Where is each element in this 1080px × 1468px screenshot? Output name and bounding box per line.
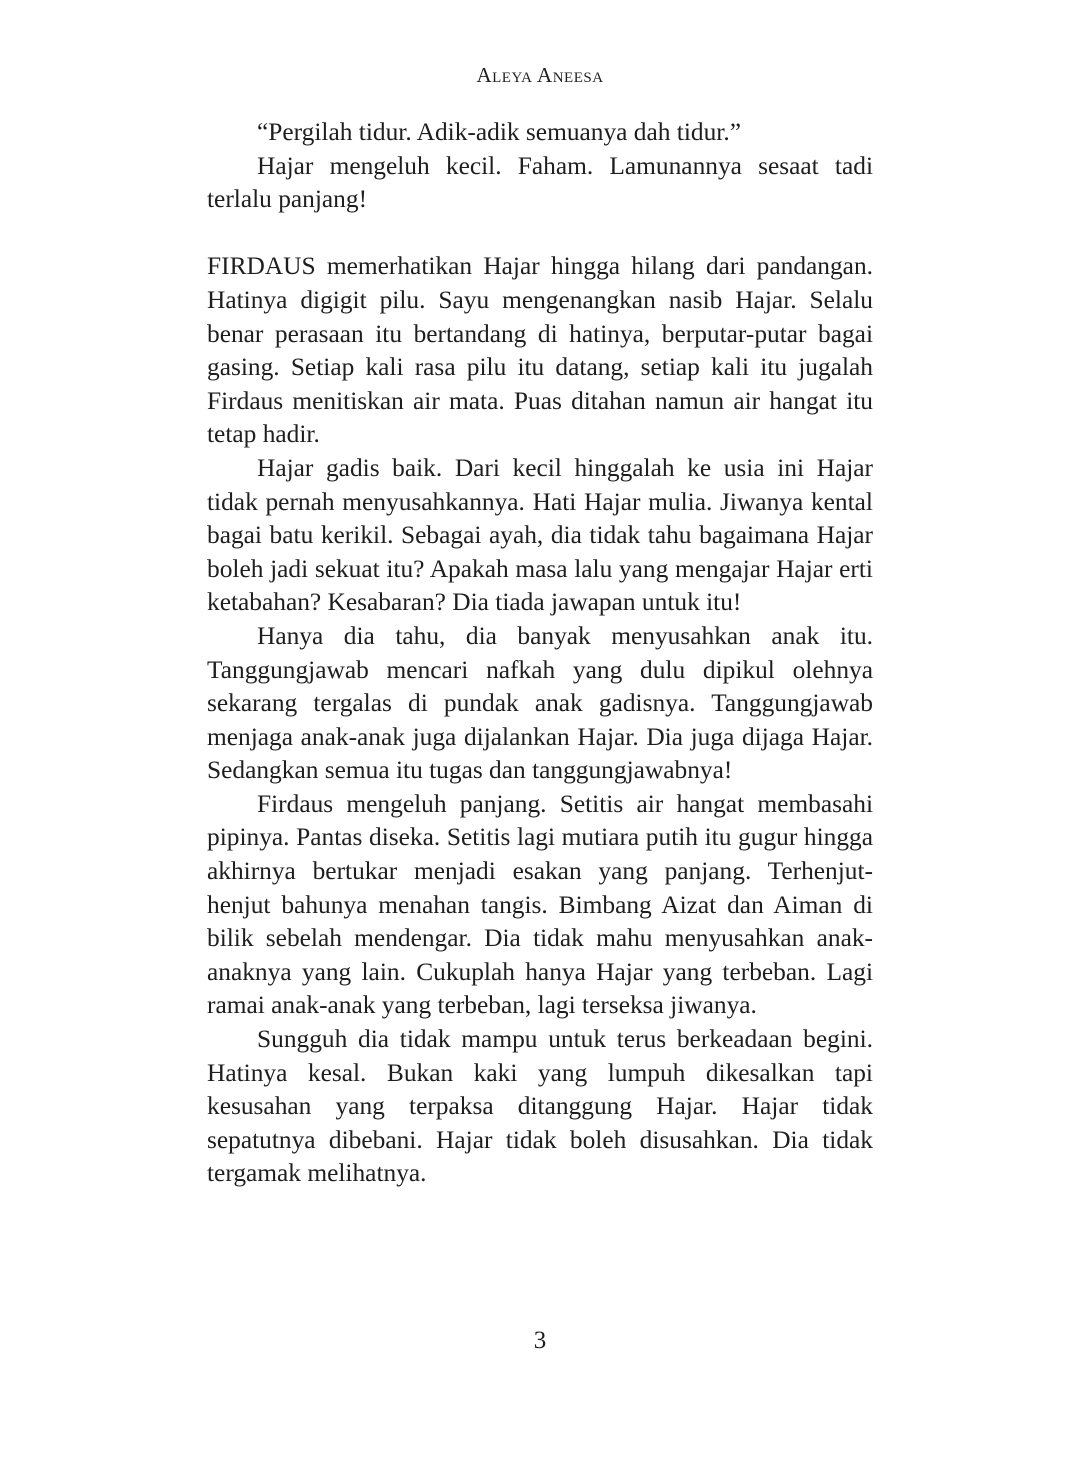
paragraph: Hajar mengeluh kecil. Faham. Lamunannya sesaat tadi terlalu panjang!: [207, 151, 873, 214]
body-text: [207, 116, 873, 1191]
paragraph: Firdaus mengeluh panjang. Setitis air hangat membasahi pipinya. Pantas diseka. Setitis lagi mutiara putih itu gugur hingga akhirnya bertukar menjadi esakan yang panjang. Terhenjut-henjut bahunya menahan tangis. Bimbang Aizat dan Aiman di bilik sebelah mendengar. Dia tidak mahu menyusahkan anak-anaknya yang lain. Cukuplah hanya Hajar yang terbeban. Lagi ramai anak-anak yang terbeban, lagi terseksa jiwanya.: [207, 789, 873, 1020]
paragraph: Sungguh dia tidak mampu untuk terus berkeadaan begini. Hatinya kesal. Bukan kaki yang lumpuh dikesalkan tapi kesusahan yang terpaksa ditanggung Hajar. Hajar tidak sepatutnya dibebani. Hajar tidak boleh disusahkan. Dia tidak tergamak melihatnya.: [207, 1025, 873, 1188]
paragraph-section-start: FIRDAUS memerhatikan Hajar hingga hilang dari pandangan. Hatinya digigit pilu. Sayu mengenangkan nasib Hajar. Selalu benar perasaan itu bertandang di hatinya, berputar-putar bagai gasing. Setiap kali rasa pilu itu datang, setiap kali itu jugalah Firdaus menitiskan air mata. Puas ditahan namun air hangat itu tetap hadir.: [207, 252, 873, 449]
running-head: Aleya Aneesa: [476, 63, 604, 87]
paragraph: Hajar gadis baik. Dari kecil hinggalah ke usia ini Hajar tidak pernah menyusahkannya. Hati Hajar mulia. Jiwanya kental bagai batu kerikil. Sebagai ayah, dia tidak tahu bagaimana Hajar boleh jadi sekuat itu? Apakah masa lalu yang mengajar Hajar erti ketabahan? Kesabaran? Dia tiada jawapan untuk itu!: [207, 453, 873, 617]
page-number: 3: [533, 1327, 547, 1354]
paragraph-dialogue: “Pergilah tidur. Adik-adik semuanya dah tidur.”: [257, 118, 741, 146]
paragraph: Hanya dia tahu, dia banyak menyusahkan anak itu. Tanggungjawab mencari nafkah yang dulu dipikul olehnya sekarang tergalas di pundak anak gadisnya. Tanggungjawab menjaga anak-anak juga dijalankan Hajar. Dia juga dijaga Hajar. Sedangkan semua itu tugas dan tanggungjawabnya!: [207, 621, 873, 785]
